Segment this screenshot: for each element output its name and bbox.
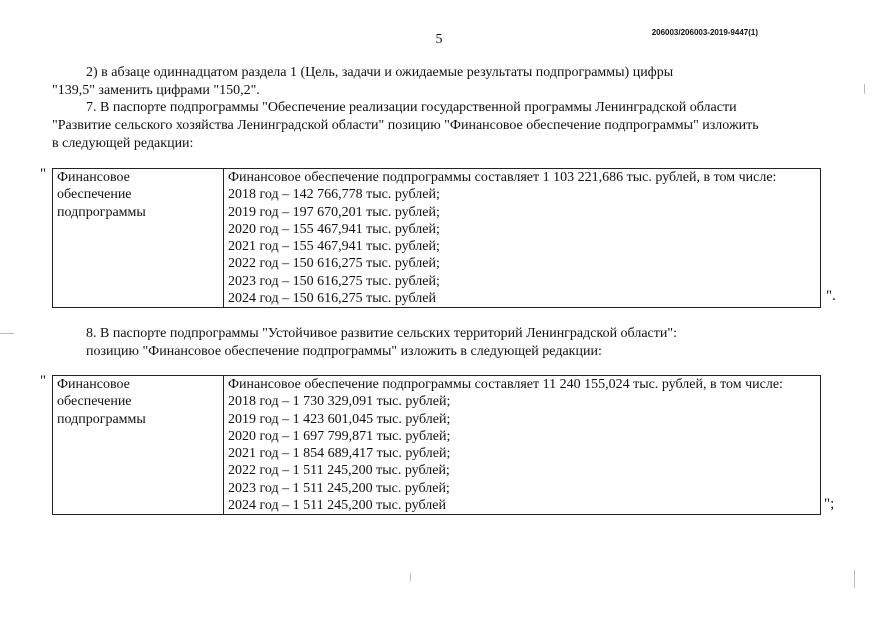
table-2-label-line: Финансовое xyxy=(57,377,130,392)
table-1-close-quote: ". xyxy=(826,288,836,304)
scan-artifact xyxy=(410,573,411,581)
table-2-year-line: 2020 год – 1 697 799,871 тыс. рублей; xyxy=(228,428,451,444)
scan-artifact xyxy=(864,84,865,94)
table-2-open-quote: " xyxy=(40,373,47,389)
table-1-year-line: 2021 год – 155 467,941 тыс. рублей; xyxy=(228,239,440,255)
table-2-year-line: 2022 год – 1 511 245,200 тыс. рублей; xyxy=(228,463,450,479)
table-1-open-quote: " xyxy=(40,166,47,182)
table-2-label-line: обеспечение xyxy=(57,394,132,410)
table-1-label-line: обеспечение xyxy=(57,187,132,203)
table-1-label-line: Финансовое xyxy=(57,170,130,185)
table-1-total-line: Финансовое обеспечение подпрограммы составляет 1 103 221,686 тыс. рублей, в том числе: xyxy=(228,170,777,185)
document-id: 206003/206003-2019-9447(1) xyxy=(651,28,758,37)
paragraph-1-line-2: "139,5" заменить цифрами "150,2". xyxy=(52,83,260,98)
table-1-label-line: подпрограммы xyxy=(57,204,146,220)
table-1-value-cell xyxy=(224,169,821,308)
table-1-year-line: 2023 год – 150 616,275 тыс. рублей; xyxy=(228,273,440,289)
paragraph-2-line-2: "Развитие сельского хозяйства Ленинградской области" позицию "Финансовое обеспечение подпрограммы" изложить xyxy=(52,118,759,133)
table-row xyxy=(53,169,821,308)
table-2-total-line: Финансовое обеспечение подпрограммы составляет 11 240 155,024 тыс. рублей, в том числе: xyxy=(228,377,783,392)
scan-artifact xyxy=(854,570,855,588)
financing-table-1 xyxy=(52,168,821,308)
table-1-year-line: 2022 год – 150 616,275 тыс. рублей; xyxy=(228,256,440,272)
paragraph-2 xyxy=(52,99,822,153)
table-2-year-line: 2024 год – 1 511 245,200 тыс. рублей xyxy=(228,498,446,514)
paragraph-4: позицию "Финансовое обеспечение подпрограммы" изложить в следующей редакции: xyxy=(86,344,602,359)
table-1-year-line: 2018 год – 142 766,778 тыс. рублей; xyxy=(228,187,440,203)
table-2-year-line: 2021 год – 1 854 689,417 тыс. рублей; xyxy=(228,446,451,462)
paragraph-3: 8. В паспорте подпрограммы "Устойчивое развитие сельских территорий Ленинградской области": xyxy=(86,326,677,341)
table-2-label-cell xyxy=(53,376,224,515)
table-row xyxy=(53,376,821,515)
table-1-label-cell xyxy=(53,169,224,308)
table-2-value-cell xyxy=(224,376,821,515)
table-2-year-line: 2023 год – 1 511 245,200 тыс. рублей; xyxy=(228,480,450,496)
paragraph-1 xyxy=(52,64,822,100)
paragraph-1-line-1: 2) в абзаце одиннадцатом раздела 1 (Цель, задачи и ожидаемые результаты подпрограммы) цифры xyxy=(86,65,674,80)
table-2-close-quote: "; xyxy=(824,496,835,512)
paragraph-2-line-1: 7. В паспорте подпрограммы "Обеспечение реализации государственной программы Ленинградской области xyxy=(86,100,737,115)
table-2-year-line: 2019 год – 1 423 601,045 тыс. рублей; xyxy=(228,411,451,427)
table-2-year-line: 2018 год – 1 730 329,091 тыс. рублей; xyxy=(228,394,451,410)
table-1-year-line: 2019 год – 197 670,201 тыс. рублей; xyxy=(228,204,440,220)
page-number: 5 xyxy=(435,32,443,47)
paragraph-2-line-3: в следующей редакции: xyxy=(52,136,194,151)
table-1-year-line: 2020 год – 155 467,941 тыс. рублей; xyxy=(228,221,440,237)
table-1-year-line: 2024 год – 150 616,275 тыс. рублей xyxy=(228,291,436,307)
scan-artifact xyxy=(0,333,14,334)
financing-table-2 xyxy=(52,375,821,515)
table-2-label-line: подпрограммы xyxy=(57,411,146,427)
